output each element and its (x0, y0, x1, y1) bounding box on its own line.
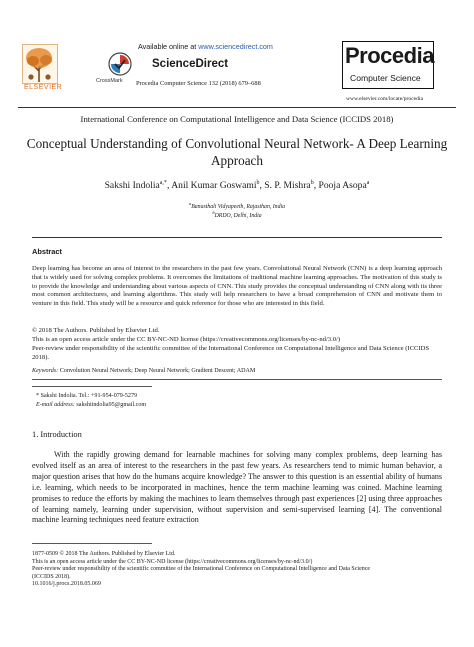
footer-line: (ICCIDS 2018). (32, 573, 71, 580)
crossmark-label: CrossMark (96, 78, 123, 84)
keywords-divider (32, 379, 442, 380)
keywords-label: Keywords: (32, 368, 59, 374)
footer-doi[interactable]: 10.1016/j.procs.2018.05.069 (32, 581, 101, 588)
affiliation-text: DRDO, Delhi, India (214, 212, 262, 219)
author-affiliation-mark: a,* (159, 180, 167, 186)
affiliation-b (0, 210, 474, 219)
introduction-body: With the rapidly growing demand for learnable machines for solving many complex problems, deep learning has evolved itself as an area of interest to the researchers in the past few years. As researchers tend to mimic human behavior, a major question arises that how do the humans acquire knowledge? The answer to this question is an essential ability of humans i.e. learning, which needs to be incorporated in machines, hence the term machine learning was coined. Machine learning promises to reduce the efforts by making the machines to learn themselves through past experiences [2] using three approaches of learning namely, learning under supervision, without supervision and semi-supervised learning [4]. The conventional machine learning techniques need feature extraction (32, 450, 442, 525)
email-address[interactable]: sakshiindolia95@gmail.com (76, 402, 147, 408)
abstract-body: Deep learning has become an area of interest to the researchers in the past few years. Convolutional Neural Network (CNN) is a deep learning approach that is widely used for solving complex problems. It overcomes the limitations of traditional machine learning approaches. The motivation of this study is to provide the knowledge and understanding about various aspects of CNN. This study provides the conceptual understanding of CNN along with its three most common architectures, and learning algorithms. This study will help researchers to have a broad comprehension of CNN and motivate them to venture in this field. This study will be a resource and quick reference for those who are interested in this field. (32, 265, 442, 308)
corresponding-email (36, 402, 146, 408)
sciencedirect-title: ScienceDirect (152, 58, 229, 70)
sciencedirect-link[interactable]: www.sciencedirect.com (198, 42, 273, 51)
available-online-line (138, 42, 273, 51)
footer-line: 1877-0509 © 2018 The Authors. Published by Elsevier Ltd. (32, 551, 176, 557)
footer-line: Peer-review under responsibility of the scientific committee of the International Conference on Computational Intelligence and Data Science (32, 566, 371, 573)
affiliation-mark: a (188, 201, 192, 206)
available-prefix: Available online at (138, 42, 199, 51)
corresponding-author: * Sakshi Indolia. Tel.: +91-954-079-5279 (36, 393, 138, 399)
peer-review-line: Peer-review under responsibility of the scientific committee of the International Conference on Computational Intelligence and Data Science (ICCIDS 2018). (32, 345, 430, 361)
procedia-subtitle: Computer Science (350, 73, 421, 83)
abstract-heading: Abstract (32, 247, 62, 256)
affiliation-text: Banasthali Vidyapeeth, Rajasthan, India (191, 203, 285, 210)
license-line: This is an open access article under the CC BY-NC-ND license (https://creativecommons.org/licenses/by-nc-nd/3.0/) (32, 336, 341, 343)
affiliation-a (0, 201, 474, 210)
author-name: Sakshi Indolia (104, 180, 160, 192)
procedia-title: Procedia (345, 43, 434, 68)
author-affiliation-mark: a (366, 180, 370, 186)
author-affiliation-mark: b (310, 180, 314, 186)
section-heading-introduction: 1. Introduction (32, 430, 82, 439)
elsevier-tree-logo (22, 44, 58, 84)
procedia-url[interactable]: www.elsevier.com/locate/procedia (346, 96, 423, 102)
copyright-line: © 2018 The Authors. Published by Elsevier Ltd. (32, 327, 160, 334)
author-name: Pooja Asopa (318, 180, 367, 192)
paper-title: Conceptual Understanding of Convolutional Neural Network- A Deep Learning Approach (26, 136, 448, 168)
author-name: Anil Kumar Goswami (171, 180, 257, 192)
email-label: E-mail address: (36, 402, 75, 408)
elsevier-wordmark: ELSEVIER (24, 84, 63, 91)
footnote-divider (32, 386, 152, 387)
abstract-divider (32, 237, 442, 238)
author-list: Sakshi Indolia$^{a,*}$, Anil Kumar Goswami$^b$, S. P. Mishra$^b$, Pooja Asopa$^a$ (104, 180, 370, 192)
footer-divider (32, 543, 152, 544)
footer (32, 551, 444, 589)
journal-citation: Procedia Computer Science 132 (2018) 679–688 (136, 80, 261, 87)
author-affiliation-mark: b (256, 180, 260, 186)
author-name: S. P. Mishra (264, 180, 311, 192)
keywords-text: Convolution Neural Network; Deep Neural Network; Gradient Descent; ADAM (59, 368, 256, 374)
keywords-line (32, 368, 442, 374)
crossmark-icon[interactable] (108, 52, 132, 76)
header-divider (18, 107, 456, 108)
footer-line: This is an open access article under the CC BY-NC-ND license (https://creativecommons.org/licenses/by-nc-nd/3.0/) (32, 558, 313, 565)
conference-name: International Conference on Computational Intelligence and Data Science (ICCIDS 2018) (80, 114, 394, 124)
affiliation-mark: b (212, 210, 215, 215)
